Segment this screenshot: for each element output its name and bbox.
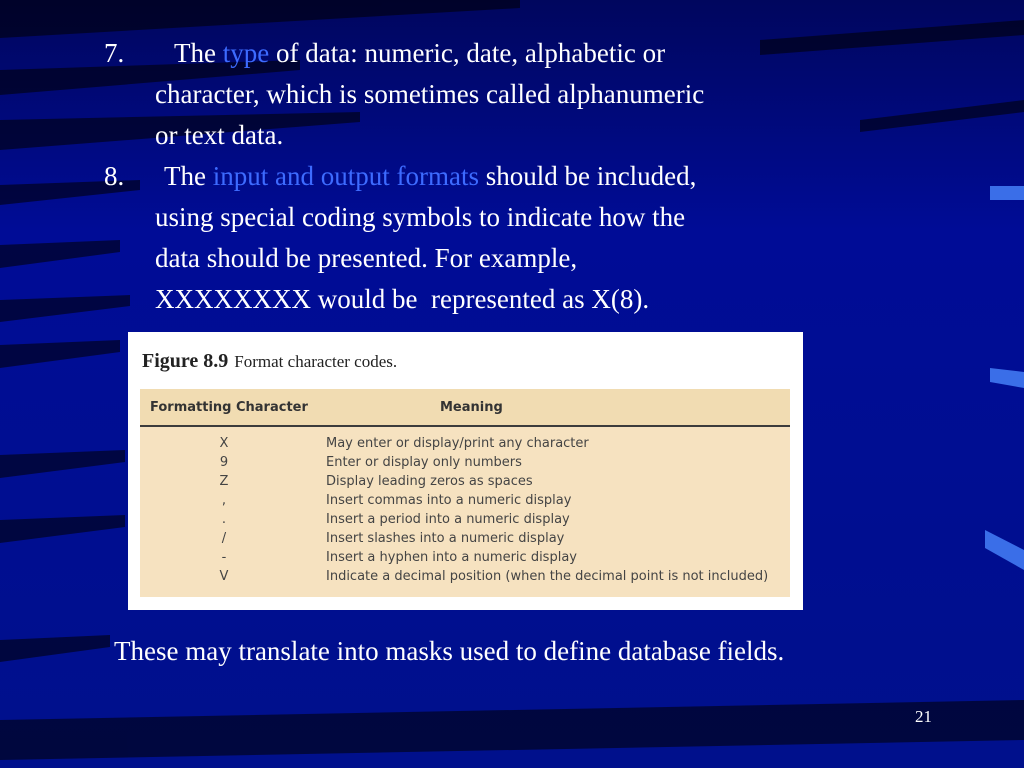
format-code-table — [140, 389, 790, 597]
table-row — [140, 512, 790, 531]
format-code: 9 — [219, 455, 229, 470]
format-code: . — [221, 512, 227, 527]
table-row — [140, 569, 790, 588]
table-row — [140, 474, 790, 493]
highlight-term: input and output formats — [212, 161, 479, 191]
table-row — [140, 550, 790, 569]
item-text: or text data. — [155, 120, 284, 150]
format-code: V — [219, 569, 229, 584]
format-meaning: Indicate a decimal position (when the decimal point is not included) — [326, 569, 769, 584]
page-number: 21 — [915, 707, 932, 726]
item-prefix: The — [174, 38, 223, 68]
figure-title: Format character codes. — [234, 352, 398, 371]
item-text: data should be presented. For example, — [155, 243, 578, 273]
format-meaning: Display leading zeros as spaces — [326, 474, 533, 489]
format-code: , — [221, 493, 227, 508]
item-text: using special coding symbols to indicate how the — [155, 202, 686, 232]
table-row — [140, 455, 790, 474]
item-text: character, which is sometimes called alphanumeric — [155, 79, 705, 109]
format-meaning: Insert a hyphen into a numeric display — [326, 550, 577, 565]
item-prefix: The — [164, 161, 213, 191]
table-row — [140, 531, 790, 550]
format-code: / — [221, 531, 227, 546]
column-header-character: Formatting Character — [150, 400, 308, 415]
format-code: Z — [219, 474, 229, 489]
format-code: - — [221, 550, 227, 565]
column-header-meaning: Meaning — [440, 400, 503, 415]
item-text: should be included, — [478, 161, 697, 191]
format-meaning: Insert commas into a numeric display — [326, 493, 572, 508]
format-meaning: Insert slashes into a numeric display — [326, 531, 565, 546]
item-body — [155, 33, 875, 156]
format-meaning: May enter or display/print any character — [326, 436, 589, 451]
highlight-term: type — [222, 38, 270, 68]
table-row — [140, 493, 790, 512]
item-text: XXXXXXXX would be represented as X(8). — [155, 284, 650, 314]
table-row — [140, 436, 790, 455]
item-body — [155, 156, 875, 320]
closing-note: These may translate into masks used to define database fields. — [114, 636, 785, 666]
format-meaning: Enter or display only numbers — [326, 455, 522, 470]
item-number: 7. — [104, 38, 125, 68]
table-header — [140, 389, 790, 427]
figure-number: Figure 8.9 — [142, 350, 229, 372]
figure-caption — [142, 350, 397, 373]
item-text: of data: numeric, date, alphabetic or — [269, 38, 666, 68]
format-code: X — [219, 436, 229, 451]
figure-format-codes — [128, 332, 803, 610]
format-meaning: Insert a period into a numeric display — [326, 512, 570, 527]
item-number: 8. — [104, 161, 125, 191]
